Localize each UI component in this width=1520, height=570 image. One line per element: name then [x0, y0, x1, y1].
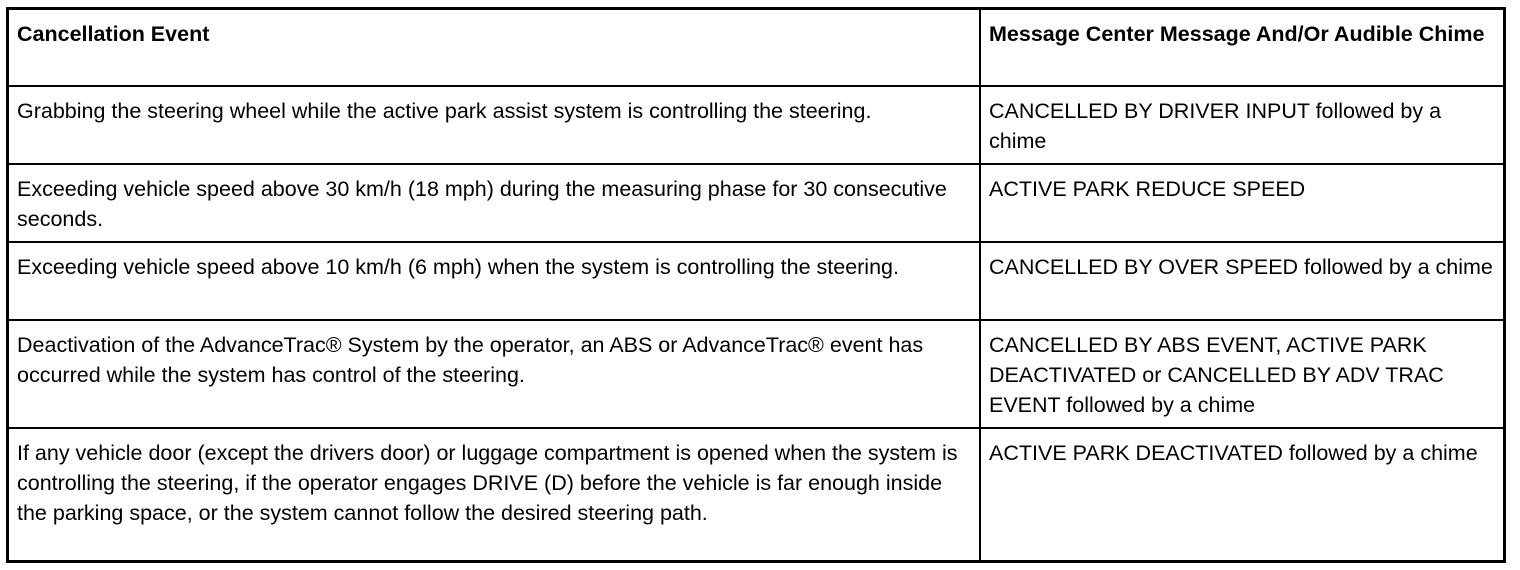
table-row-3-message: CANCELLED BY OVER SPEED followed by a chime: [981, 243, 1503, 321]
table-row-1-message: CANCELLED BY DRIVER INPUT followed by a chime: [981, 87, 1503, 165]
header-cancellation-event: Cancellation Event: [9, 10, 981, 87]
table-row-2-message: ACTIVE PARK REDUCE SPEED: [981, 165, 1503, 243]
table-row-5-event: If any vehicle door (except the drivers door) or luggage compartment is opened when the system is controlling the steering, if the operator engages DRIVE (D) before the vehicle is far enough inside the parking space, or the system cannot follow the desired steering path.: [9, 429, 981, 560]
table-row-1-event: Grabbing the steering wheel while the active park assist system is controlling the steering.: [9, 87, 981, 165]
header-message-center: Message Center Message And/Or Audible Chime: [981, 10, 1503, 87]
table-row-4-event: Deactivation of the AdvanceTrac® System by the operator, an ABS or AdvanceTrac® event has occurred while the system has control of the steering.: [9, 321, 981, 429]
table-row-3-event: Exceeding vehicle speed above 10 km/h (6 mph) when the system is controlling the steering.: [9, 243, 981, 321]
table-row-2-event: Exceeding vehicle speed above 30 km/h (18 mph) during the measuring phase for 30 consecutive seconds.: [9, 165, 981, 243]
table-row-5-message: ACTIVE PARK DEACTIVATED followed by a chime: [989, 441, 1478, 465]
table-row-4-message: CANCELLED BY ABS EVENT, ACTIVE PARK DEACTIVATED or CANCELLED BY ADV TRAC EVENT followed by a chime: [981, 321, 1503, 429]
cancellation-events-table: [6, 7, 1506, 563]
